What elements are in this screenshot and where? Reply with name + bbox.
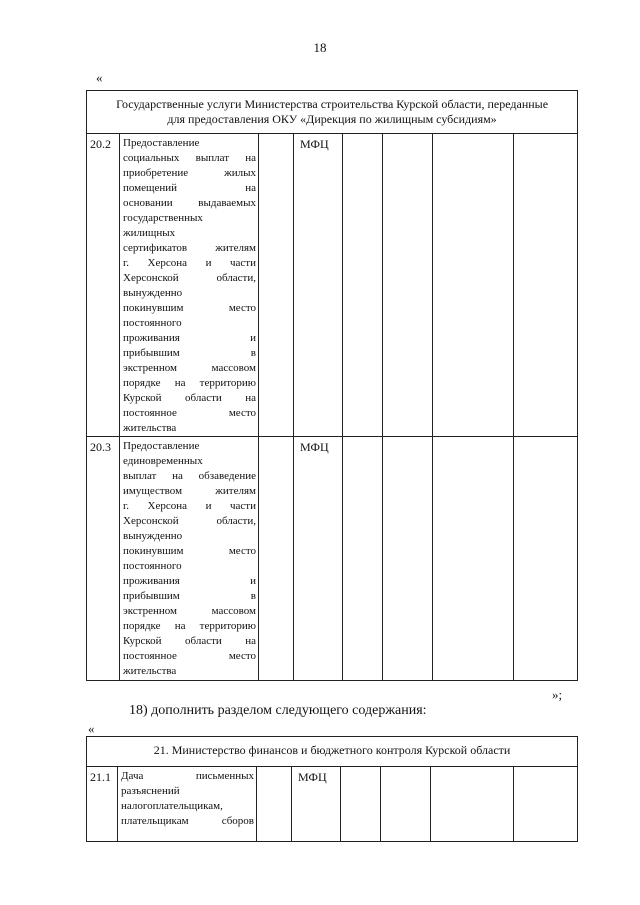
empty-cell xyxy=(514,134,578,437)
table-row-20-2 xyxy=(87,134,578,437)
description-line: помещений на xyxy=(123,182,256,194)
empty-cell xyxy=(383,437,433,681)
description-line: Херсонской области, xyxy=(123,272,256,284)
description-line: проживания и xyxy=(123,575,256,587)
description-line: постоянного xyxy=(123,560,182,572)
description-line: основании выдаваемых xyxy=(123,197,256,209)
empty-cell xyxy=(257,767,292,842)
description-line: Предоставление xyxy=(123,137,200,149)
section-title-21: 21. Министерство финансов и бюджетного контроля Курской области xyxy=(87,737,578,767)
empty-cell xyxy=(433,437,514,681)
description-line: Дача письменных xyxy=(121,770,254,782)
empty-cell xyxy=(514,767,578,842)
opening-quote-2: « xyxy=(88,721,95,736)
provider-cell: МФЦ xyxy=(292,767,341,842)
provider-cell: МФЦ xyxy=(294,134,343,437)
empty-cell xyxy=(514,437,578,681)
description-line: разъяснений xyxy=(121,785,180,797)
section-title-20-line2: для предоставления ОКУ «Дирекция по жилищным субсидиям» xyxy=(167,112,497,126)
description-line: Курской области на xyxy=(123,392,256,404)
description-line: покинувшим место xyxy=(123,302,256,314)
description-line: Предоставление xyxy=(123,440,200,452)
description-line: жительства xyxy=(123,422,177,434)
service-description xyxy=(120,134,259,437)
description-line: жительства xyxy=(123,665,177,677)
description-line: выплат на обзаведение xyxy=(123,470,256,482)
row-number: 20.2 xyxy=(87,134,120,437)
empty-cell xyxy=(383,134,433,437)
description-line: постоянного xyxy=(123,317,182,329)
row-number: 21.1 xyxy=(87,767,118,842)
services-table-ministry-finance xyxy=(86,736,578,842)
description-line: экстренном массовом xyxy=(123,605,256,617)
description-line: единовременных xyxy=(123,455,203,467)
row-number: 20.3 xyxy=(87,437,120,681)
empty-cell xyxy=(259,134,294,437)
description-line: порядке на территорию xyxy=(123,377,256,389)
description-line: налогоплательщикам, xyxy=(121,800,223,812)
description-line: покинувшим место xyxy=(123,545,256,557)
description-line: постоянное место xyxy=(123,407,256,419)
table-row-21-1 xyxy=(87,767,578,842)
description-line: постоянное место xyxy=(123,650,256,662)
empty-cell xyxy=(431,767,514,842)
description-line: проживания и xyxy=(123,332,256,344)
service-description xyxy=(120,437,259,681)
empty-cell xyxy=(341,767,381,842)
description-line: порядке на территорию xyxy=(123,620,256,632)
description-line: прибывшим в xyxy=(123,590,256,602)
empty-cell xyxy=(343,437,383,681)
description-line: экстренном массовом xyxy=(123,362,256,374)
closing-quote: »; xyxy=(552,687,563,702)
description-line: прибывшим в xyxy=(123,347,256,359)
description-line: плательщикам сборов xyxy=(121,815,254,827)
description-line: г. Херсона и части xyxy=(123,500,256,512)
description-line: г. Херсона и части xyxy=(123,257,256,269)
empty-cell xyxy=(259,437,294,681)
table-row-20-3 xyxy=(87,437,578,681)
service-description xyxy=(118,767,257,842)
description-line: государственных xyxy=(123,212,203,224)
description-line: вынужденно xyxy=(123,287,183,299)
page-number: 18 xyxy=(313,40,327,55)
section-title-20-line1: Государственные услуги Министерства строительства Курской области, переданные xyxy=(116,97,549,111)
section-title-20 xyxy=(87,91,578,134)
provider-cell: МФЦ xyxy=(294,437,343,681)
description-line: сертификатов жителям xyxy=(123,242,256,254)
description-line: Курской области на xyxy=(123,635,256,647)
amendment-heading: 18) дополнить разделом следующего содержания: xyxy=(129,703,427,718)
empty-cell xyxy=(381,767,431,842)
empty-cell xyxy=(433,134,514,437)
description-line: имуществом жителям xyxy=(123,485,256,497)
description-line: вынужденно xyxy=(123,530,183,542)
services-table-ministry-construction xyxy=(86,90,578,681)
opening-quote: « xyxy=(96,70,103,85)
description-line: приобретение жилых xyxy=(123,167,256,179)
description-line: Херсонской области, xyxy=(123,515,256,527)
empty-cell xyxy=(343,134,383,437)
description-line: социальных выплат на xyxy=(123,152,256,164)
description-line: жилищных xyxy=(123,227,176,239)
